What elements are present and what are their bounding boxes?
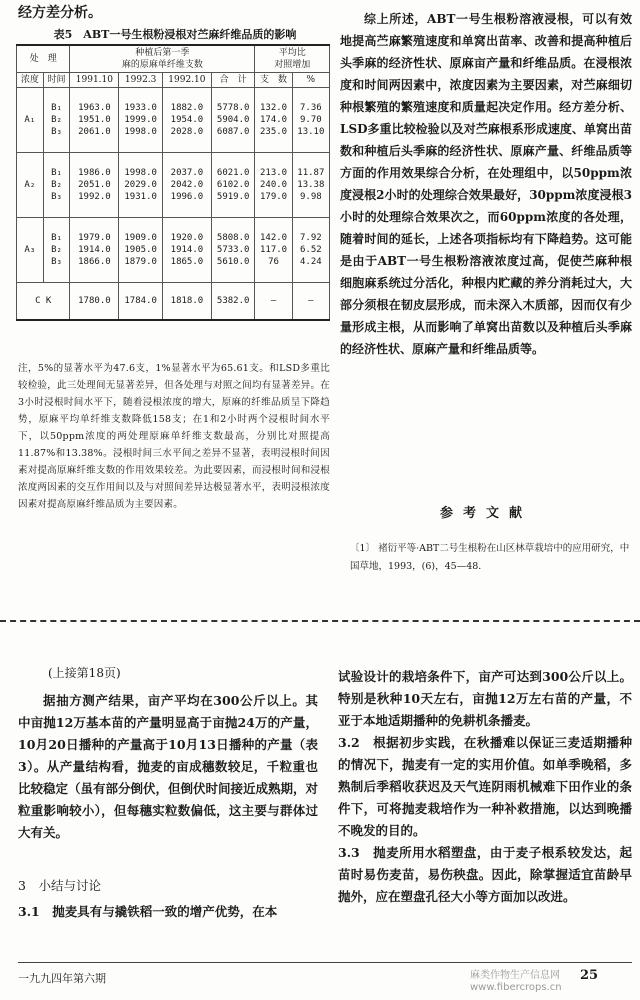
cell-d3: 2037.0 2042.0 1996.0	[162, 153, 211, 218]
cell-times: B₁ B₂ B₃	[43, 153, 70, 218]
table-row	[17, 88, 330, 153]
cell-ck-count: —	[255, 283, 292, 321]
cell-conc: A₃	[17, 218, 44, 283]
th-unit-pct: %	[292, 73, 329, 88]
fiber-quality-table	[16, 44, 330, 321]
th-d3: 1992.10	[162, 73, 211, 88]
cell-times: B₁ B₂ B₃	[43, 88, 70, 153]
conclusion-paragraph: 综上所述，ABT一号生根粉溶液浸根，可以有效地提高苎麻繁殖速度和单窝出苗率、改善和提高种植后头季麻的经济性状、原麻亩产量和纤维品质。在浸根浓度和时间两因素中，浓度因素为主要因素，对苎麻细切种根繁殖的繁殖速度和质量起决定作用。经方差分析、LSD多重比较检验以及对苎麻根系形成速度、单窝出苗数和种植后头季麻的经济性状、原麻产量、纤维品质等方面的作用效果综合分析，在处理组中，以50ppm浓度浸根2小时的处理综合效果最好，30ppm浓度浸根3小时的处理综合效果次之，而60ppm浓度的各处理，随着时间的延长，上述各项指标均有下降趋势。这可能是由于ABT一号生根粉溶液浓度过高，促使苎麻种根细胞麻系统过分活化，种根内贮藏的养分消耗过大，大部分须根在韧皮层形成，而未深入木质部，因而仅有少量形成主根，从而影响了单窝出苗数以及种植后头季麻的经济性状、原麻产量和纤维品质等。	[340, 12, 632, 356]
th-d2: 1992.3	[119, 73, 163, 88]
th-d1: 1991.10	[70, 73, 119, 88]
cell-ck-d2: 1784.0	[119, 283, 163, 321]
th-unit-count: 支 数	[255, 73, 292, 88]
section-item: 3.1 抛麦具有与撬铁稻一致的增产优势，在本	[18, 904, 278, 919]
issue-label: 一九九四年第六期	[18, 972, 106, 985]
watermark: 麻类作物生产信息网 www.fibercrops.cn	[470, 970, 562, 993]
yield-paragraph	[18, 690, 318, 844]
cell-d2: 1909.0 1905.0 1879.0	[119, 218, 163, 283]
table-row	[17, 153, 330, 218]
cell-conc: A₂	[17, 153, 44, 218]
cell-count: 213.0 240.0 179.0	[255, 153, 292, 218]
cell-conc: A₁	[17, 88, 44, 153]
table-row	[17, 218, 330, 283]
reference-item: 〔1〕 褚衍平等·ABT二号生根粉在山区林草栽培中的应用研究，中国草地，1993，(6)，45—48.	[350, 543, 630, 572]
table-title: 表5 ABT一号生根粉浸根对苎麻纤维品质的影响	[53, 28, 297, 41]
th-time: 时间	[43, 73, 70, 88]
cell-d2: 1933.0 1999.0 1998.0	[119, 88, 163, 153]
cell-ck-label: C K	[17, 283, 70, 321]
th-ratio-group: 平均比 对照增加	[255, 45, 330, 73]
th-conc: 浓度	[17, 73, 44, 88]
th-count-group: 种植后第一季 麻的原麻单纤维支数	[70, 45, 255, 73]
cell-pct: 7.36 9.70 13.10	[292, 88, 329, 153]
cell-pct: 11.87 13.38 9.98	[292, 153, 329, 218]
cell-d3: 1920.0 1914.0 1865.0	[162, 218, 211, 283]
cell-pct: 7.92 6.52 4.24	[292, 218, 329, 283]
cell-d1: 1979.0 1914.0 1866.0	[70, 218, 119, 283]
table-row-ck	[17, 283, 330, 321]
discussion-paragraphs: 试验设计的栽培条件下，亩产可达到300公斤以上。特别是秋种10天左右，亩抛12万左右苗的产量，不亚于本地适期播种的免耕机条播麦。 3.2 根据初步实践，在秋播难以保证三麦适期播种的情况下，抛麦有一定的实用价值。如单季晚稻，多熟制后季稻收获迟及天气连阴雨机械难下田作业的条件下，可将抛麦栽培作为一种补救措施，以达到晚播不晚发的目的。 3.3 抛麦所用水稻塑盘，由于麦子根系较发达，起苗时易伤麦苗，易伤秧盘。因此，除掌握适宜苗龄早抛外，应在塑盘孔径大小等方面加以改进。	[338, 669, 632, 904]
paragraph: 据抽方测产结果，亩产平均在300公斤以上。其中亩抛12万基本苗的产量明显高于亩抛24万的产量，10月20日播种的产量高于10月13日播种的产量（表3）。从产量结构看，抛麦的亩成穗数较足，千粒重也比较稳定（虽有部分倒伏，但倒伏时间接近成熟期，对粒重影响较小），但每穗实粒数偏低，这主要与群体过大有关。	[18, 693, 319, 840]
cell-d2: 1998.0 2029.0 1931.0	[119, 153, 163, 218]
page-number: 25	[580, 968, 599, 983]
cell-d1: 1986.0 2051.0 1992.0	[70, 153, 119, 218]
cell-count: 142.0 117.0 76	[255, 218, 292, 283]
cell-times: B₁ B₂ B₃	[43, 218, 70, 283]
references-heading: 参考文献	[439, 506, 532, 521]
cell-ck-pct: —	[292, 283, 329, 321]
cell-total: 5778.0 5904.0 6087.0	[211, 88, 255, 153]
table-note: 注，5%的显著水平为47.6支，1%显著水平为65.61支。和LSD多重比较检验，此三处理间无显著差异，但各处理与对照之间均有显著差异。在3小时浸根时间水平下，随着浸根浓度的增大，原麻的纤维品质呈下降趋势，原麻平均单纤维支数降低158支；在1和2小时两个浸根时间水平下，以50ppm浓度的两处理原麻单纤维支数最高，分别比对照提高11.87%和13.38%。浸根时间三水平间之差异不显著，表明浸根时间因素对提高原麻纤维支数的作用效果较差。为此要因素，而浸根时间和浸根浓度两因素的交互作用间以及与对照间差异达极显著水平，表明浸根浓度因素对提高原麻纤维品质为主要因素。	[18, 363, 330, 510]
cell-d1: 1963.0 1951.0 2061.0	[70, 88, 119, 153]
cell-ck-d3: 1818.0	[162, 283, 211, 321]
continued-label: (上接第18页)	[48, 666, 121, 680]
page-divider	[0, 620, 640, 622]
cell-count: 132.0 174.0 235.0	[255, 88, 292, 153]
section-heading: 3 小结与讨论	[18, 878, 101, 893]
top-left-heading: 经方差分析。	[18, 5, 102, 21]
footer-rule	[18, 962, 632, 963]
cell-ck-total: 5382.0	[211, 283, 255, 321]
th-total: 合 计	[211, 73, 255, 88]
cell-d3: 1882.0 1954.0 2028.0	[162, 88, 211, 153]
cell-ck-d1: 1780.0	[70, 283, 119, 321]
cell-total: 6021.0 6102.0 5919.0	[211, 153, 255, 218]
th-treatment: 处 理	[17, 45, 70, 73]
cell-total: 5808.0 5733.0 5610.0	[211, 218, 255, 283]
